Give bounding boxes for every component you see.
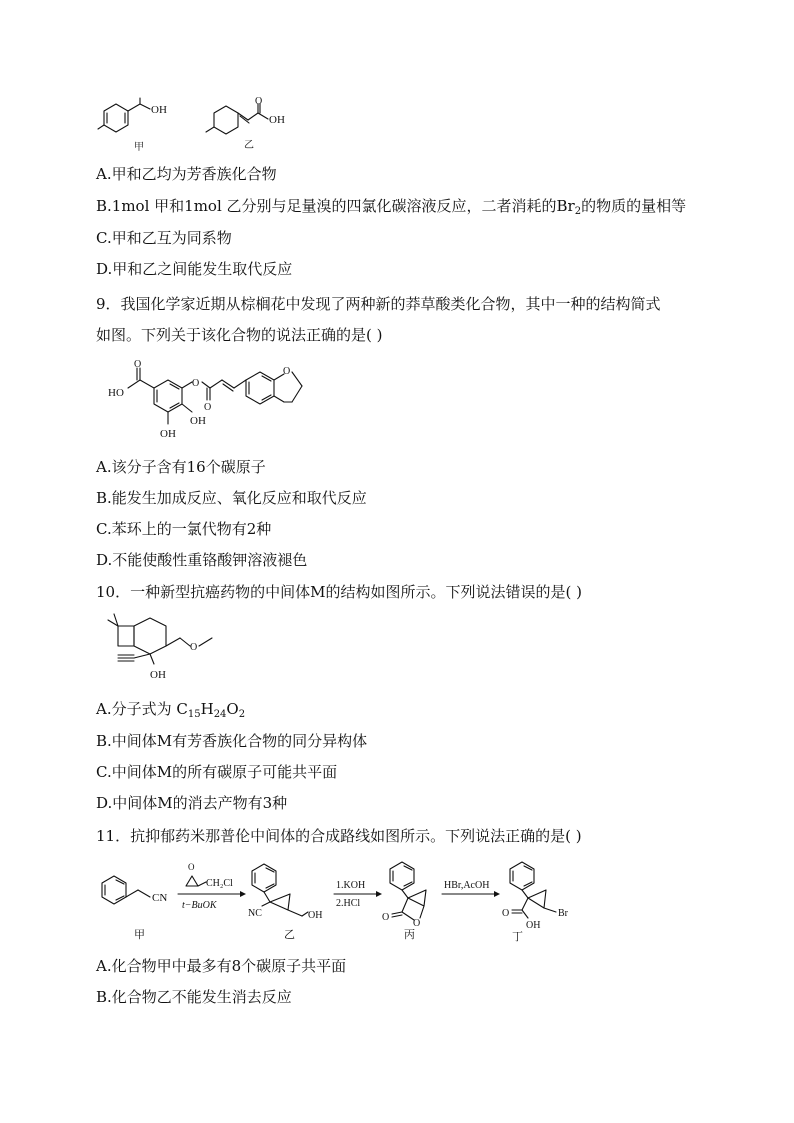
oh-label: OH	[308, 910, 323, 921]
q8-option-b-text: B.1mol 甲和1mol 乙分别与足量溴的四氯化碳溶液反应，二者消耗的Br	[96, 197, 575, 215]
ho-label: HO	[108, 387, 124, 399]
o-label: O	[255, 96, 263, 107]
o-label: O	[382, 912, 390, 923]
q9-option-c: C.苯环上的一氯代物有2种	[96, 520, 272, 538]
label-yi: 乙	[244, 140, 254, 151]
o-label: O	[188, 862, 195, 872]
q11-option-b: B.化合物乙不能发生消去反应	[96, 988, 292, 1006]
label-jia: 甲	[134, 142, 144, 153]
q11-option-a: A.化合物甲中最多有8个碳原子共平面	[96, 957, 347, 975]
q9-option-d: D.不能使酸性重铬酸钾溶液褪色	[96, 551, 308, 569]
q9-option-a: A.该分子含有16个碳原子	[96, 458, 266, 476]
nc-label: NC	[248, 908, 262, 919]
oh-label: OH	[151, 104, 167, 116]
cn-label: CN	[152, 892, 168, 904]
subscript: 24	[213, 709, 227, 720]
formula-part: O	[226, 700, 239, 718]
q9-stem-line1: 9．我国化学家近期从棕榈花中发现了两种新的莽草酸类化合物，其中一种的结构简式	[96, 295, 661, 313]
oh-label: OH	[150, 669, 166, 681]
q10-option-d: D.中间体M的消去产物有3种	[96, 794, 288, 812]
q9-molecule	[106, 358, 346, 448]
q10-option-a-text: A.分子式为 C	[96, 700, 188, 718]
subscript: 2	[238, 709, 246, 720]
o-label: O	[192, 378, 200, 389]
reagent-3-top: HBr,AcOH	[444, 880, 490, 891]
oh-label: OH	[526, 920, 541, 931]
formula-part: H	[200, 700, 214, 718]
q10-stem: 10．一种新型抗癌药物的中间体M的结构如图所示。下列说法错误的是( )	[96, 583, 582, 601]
q10-option-a	[96, 699, 245, 719]
oh-label: OH	[190, 415, 206, 427]
label-jia: 甲	[134, 929, 145, 941]
q8-option-c: C.甲和乙互为同系物	[96, 229, 232, 247]
o-label: O	[134, 359, 142, 370]
o-label: O	[502, 908, 510, 919]
reagent-1-top: CH₂Cl	[206, 878, 233, 889]
q10-molecule	[98, 612, 228, 688]
br-label: Br	[558, 908, 568, 919]
q8-option-a: A.甲和乙均为芳香族化合物	[96, 165, 277, 183]
subscript: 2	[574, 206, 582, 217]
o-label: O	[283, 366, 291, 377]
q8-molecule-yi	[204, 96, 314, 152]
o-label: O	[413, 918, 421, 929]
q10-option-b: B.中间体M有芳香族化合物的同分异构体	[96, 732, 368, 750]
oh-label: OH	[160, 428, 176, 440]
q8-molecule-jia	[98, 98, 188, 154]
q9-stem-line2: 如图。下列关于该化合物的说法正确的是( )	[96, 326, 383, 344]
q11-synthesis-route	[98, 856, 618, 944]
q8-option-b	[96, 196, 686, 216]
o-label: O	[204, 402, 212, 413]
label-ding: 丁	[512, 931, 523, 943]
reagent-2-top: 1.KOH	[336, 880, 366, 891]
q8-option-b-text-end: 的物质的量相等	[581, 197, 687, 215]
label-yi: 乙	[284, 929, 295, 941]
oh-label: OH	[269, 114, 285, 126]
subscript: 15	[187, 709, 201, 720]
q11-stem: 11．抗抑郁药米那普伦中间体的合成路线如图所示。下列说法正确的是( )	[96, 827, 582, 845]
reagent-2-bottom: 2.HCl	[336, 898, 361, 909]
q9-option-b: B.能发生加成反应、氧化反应和取代反应	[96, 489, 367, 507]
reagent-1-bottom: t−BuOK	[182, 900, 217, 911]
label-bing: 丙	[404, 929, 415, 941]
q8-option-d: D.甲和乙之间能发生取代反应	[96, 260, 293, 278]
q10-option-c: C.中间体M的所有碳原子可能共平面	[96, 763, 338, 781]
o-label: O	[190, 642, 198, 653]
